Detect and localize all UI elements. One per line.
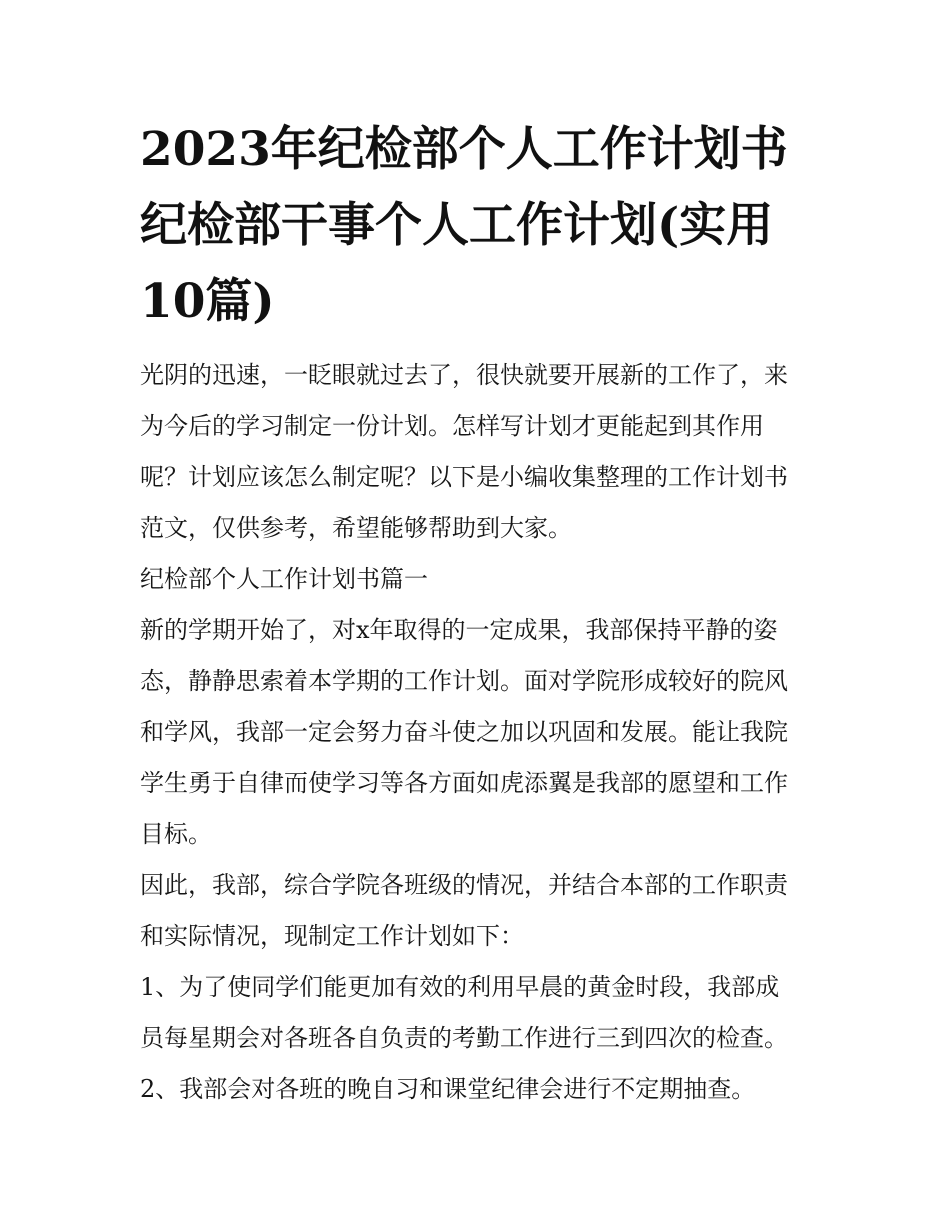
list-item-line: 1、为了使同学们能更加有效的利用早晨的黄金时段，我部成 bbox=[140, 973, 780, 1001]
paragraph-line: 学生勇于自律而使学习等各方面如虎添翼是我部的愿望和工作 bbox=[140, 769, 788, 797]
title-line: 10篇) bbox=[140, 274, 275, 329]
intro-paragraph-line: 范文，仅供参考，希望能够帮助到大家。 bbox=[140, 514, 572, 542]
list-item-line: 2、我部会对各班的晚自习和课堂纪律会进行不定期抽查。 bbox=[140, 1075, 756, 1103]
title-line: 2023年纪检部个人工作计划书 bbox=[140, 122, 788, 177]
intro-paragraph-line: 光阴的迅速，一眨眼就过去了，很快就要开展新的工作了，来 bbox=[140, 361, 788, 389]
document-content bbox=[140, 112, 820, 1115]
document-body bbox=[140, 350, 820, 1115]
paragraph-line: 目标。 bbox=[140, 820, 212, 848]
paragraph-line: 新的学期开始了，对x年取得的一定成果，我部保持平静的姿 bbox=[140, 616, 778, 644]
paragraph-line: 因此，我部，综合学院各班级的情况，并结合本部的工作职责 bbox=[140, 871, 788, 899]
paragraph-line: 和实际情况，现制定工作计划如下： bbox=[140, 922, 524, 950]
intro-paragraph-line: 呢？计划应该怎么制定呢？以下是小编收集整理的工作计划书 bbox=[140, 463, 788, 491]
list-item-line: 员每星期会对各班各自负责的考勤工作进行三到四次的检查。 bbox=[140, 1024, 788, 1052]
section-heading: 纪检部个人工作计划书篇一 bbox=[140, 565, 428, 593]
paragraph-line: 态，静静思索着本学期的工作计划。面对学院形成较好的院风 bbox=[140, 667, 788, 695]
intro-paragraph-line: 为今后的学习制定一份计划。怎样写计划才更能起到其作用 bbox=[140, 412, 764, 440]
document-title bbox=[140, 112, 820, 340]
paragraph-line: 和学风，我部一定会努力奋斗使之加以巩固和发展。能让我院 bbox=[140, 718, 788, 746]
title-line: 纪检部干事个人工作计划(实用 bbox=[140, 198, 774, 253]
